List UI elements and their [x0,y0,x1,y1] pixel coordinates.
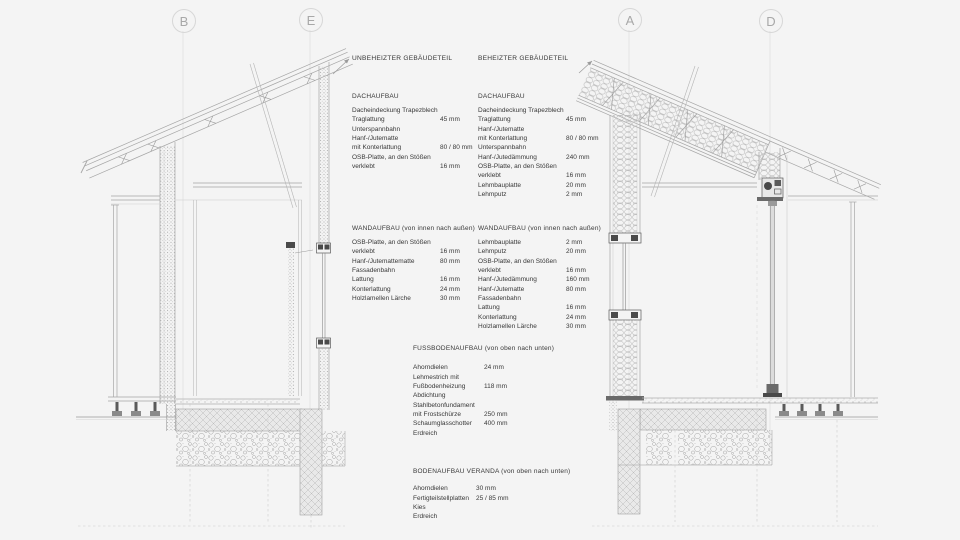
spec-row: Dacheindeckung Trapezblech [478,106,564,114]
spec-row: verklebt 16 mm [352,248,460,256]
spec-row: Lehmputz 20 mm [478,248,586,256]
deck-pedestals [779,404,843,416]
grid-marker-d [759,9,783,33]
section-heading: FUSSBODENAUFBAU (von oben nach unten) [413,345,555,352]
spec-row: Erdreich [413,429,438,437]
spec-row: Traglattung 45 mm [352,116,460,124]
spec-row: Traglattung 45 mm [478,116,586,124]
spec-row: Hanf-/Jutedämmung 240 mm [478,153,590,161]
spec-row: Erdreich [413,513,438,521]
grid-marker-label: D [766,13,776,29]
deck-pedestals [112,402,160,416]
spec-row: Abdichtung [413,392,446,400]
left-roof [83,49,353,179]
window-mullion [286,242,313,396]
cut-wall-window [317,62,331,410]
wind-brace [250,63,297,208]
spec-row: Hanf-/Jutemattematte 80 mm [352,257,460,265]
left-foundation [76,397,345,528]
spec-row: Stahlbetonfundament [413,401,475,409]
spec-dachaufbau-heated [478,92,599,199]
spec-row: Hanf-/Jutematte 80 mm [478,285,586,293]
spec-wandaufbau-unheated [352,224,475,303]
spec-row: Hanf-/Jutematte [352,134,399,142]
interior-lintel [176,183,302,396]
spec-row: Fassadenbahn [352,266,396,274]
section-heading: BODENAUFBAU VERANDA (von oben nach unten) [413,468,571,475]
spec-row: verklebt 16 mm [478,172,586,180]
column-title-heated: BEHEIZTER GEBÄUDETEIL [478,55,569,62]
spec-rows [413,363,554,438]
spec-row: mit Konterlattung 80 / 80 mm [352,144,473,152]
spec-row: verklebt 16 mm [478,266,586,274]
spec-row: Holzlamellen Lärche 30 mm [352,294,460,302]
spec-fussbodenaufbau [413,344,554,438]
right-beams [642,183,878,397]
spec-row: Lehmputz 2 mm [478,190,583,198]
spec-wandaufbau-heated [478,224,601,331]
spec-row: Konterlattung 24 mm [478,313,586,321]
grid-marker-label: A [625,12,635,28]
spec-row: OSB-Platte, an den Stößen [352,153,431,161]
spec-row: verklebt 16 mm [352,162,460,170]
spec-row: Unterspannbahn [352,125,401,133]
spec-row: Unterspannbahn [478,144,527,152]
spec-row: Holzlamellen Lärche 30 mm [478,322,586,330]
grid-marker-label: B [179,13,189,29]
spec-row: Lehmbauplatte 2 mm [478,238,583,246]
spec-row: Ahorndielen 30 mm [413,485,496,493]
spec-rows [478,238,601,331]
spec-row: OSB-Platte, an den Stößen [478,162,557,170]
section-heading: DACHAUFBAU [478,93,525,100]
spec-row: Ahorndielen 24 mm [413,364,504,372]
left-wall [160,142,176,431]
spec-row: Fassadenbahn [478,294,522,302]
left-section-drawing [76,49,353,528]
spec-bodenaufbau-veranda [413,467,570,522]
right-section-drawing [576,60,881,526]
spec-row: Dacheindeckung Trapezblech [352,106,438,114]
grid-marker-a [618,8,642,32]
spec-row: Schaumglasschotter 400 mm [413,420,508,428]
rafter-marks [118,73,315,164]
spec-rows [352,238,475,303]
spec-row: Lattung 16 mm [352,276,460,284]
right-foundation [592,398,878,526]
grid-marker-label: E [306,12,316,28]
wall-d-assembly [757,148,787,397]
column-title-unheated: UNBEHEIZTER GEBÄUDETEIL [352,55,453,62]
section-heading: DACHAUFBAU [352,93,399,100]
spec-rows [352,106,473,171]
section-heading: WANDAUFBAU (von innen nach außen) [352,225,476,232]
spec-row: Konterlattung 24 mm [352,285,460,293]
spec-rows [478,106,599,199]
spec-row: Hanf-/Jutematte [478,125,525,133]
spec-row: Hanf-/Jutedämmung 160 mm [478,276,590,284]
veranda-post [111,196,160,397]
spec-row: OSB-Platte, an den Stößen [478,257,557,265]
spec-row: Lehmbauplatte 20 mm [478,181,586,189]
spec-row: Kies [413,504,426,512]
spec-rows [413,484,570,521]
spec-row: mit Frostschürze 250 mm [413,411,508,419]
spec-row: Lattung 16 mm [478,304,586,312]
heated-wall-a [606,112,644,401]
spec-row: mit Konterlattung 80 / 80 mm [478,134,599,142]
rafter-marks-thin [779,148,866,193]
section-heading: WANDAUFBAU (von innen nach außen) [478,225,602,232]
spec-row: OSB-Platte, an den Stößen [352,238,431,246]
grid-marker-e [299,8,323,32]
eave-tick [81,161,87,173]
spec-dachaufbau-unheated [352,92,473,171]
spec-row: Lehmestrich mit [413,373,459,381]
spec-row: Fertigteilstellplatten 25 / 85 mm [413,494,509,502]
grid-marker-b [172,9,196,33]
spec-row: Fußbodenheizung 118 mm [413,383,507,391]
